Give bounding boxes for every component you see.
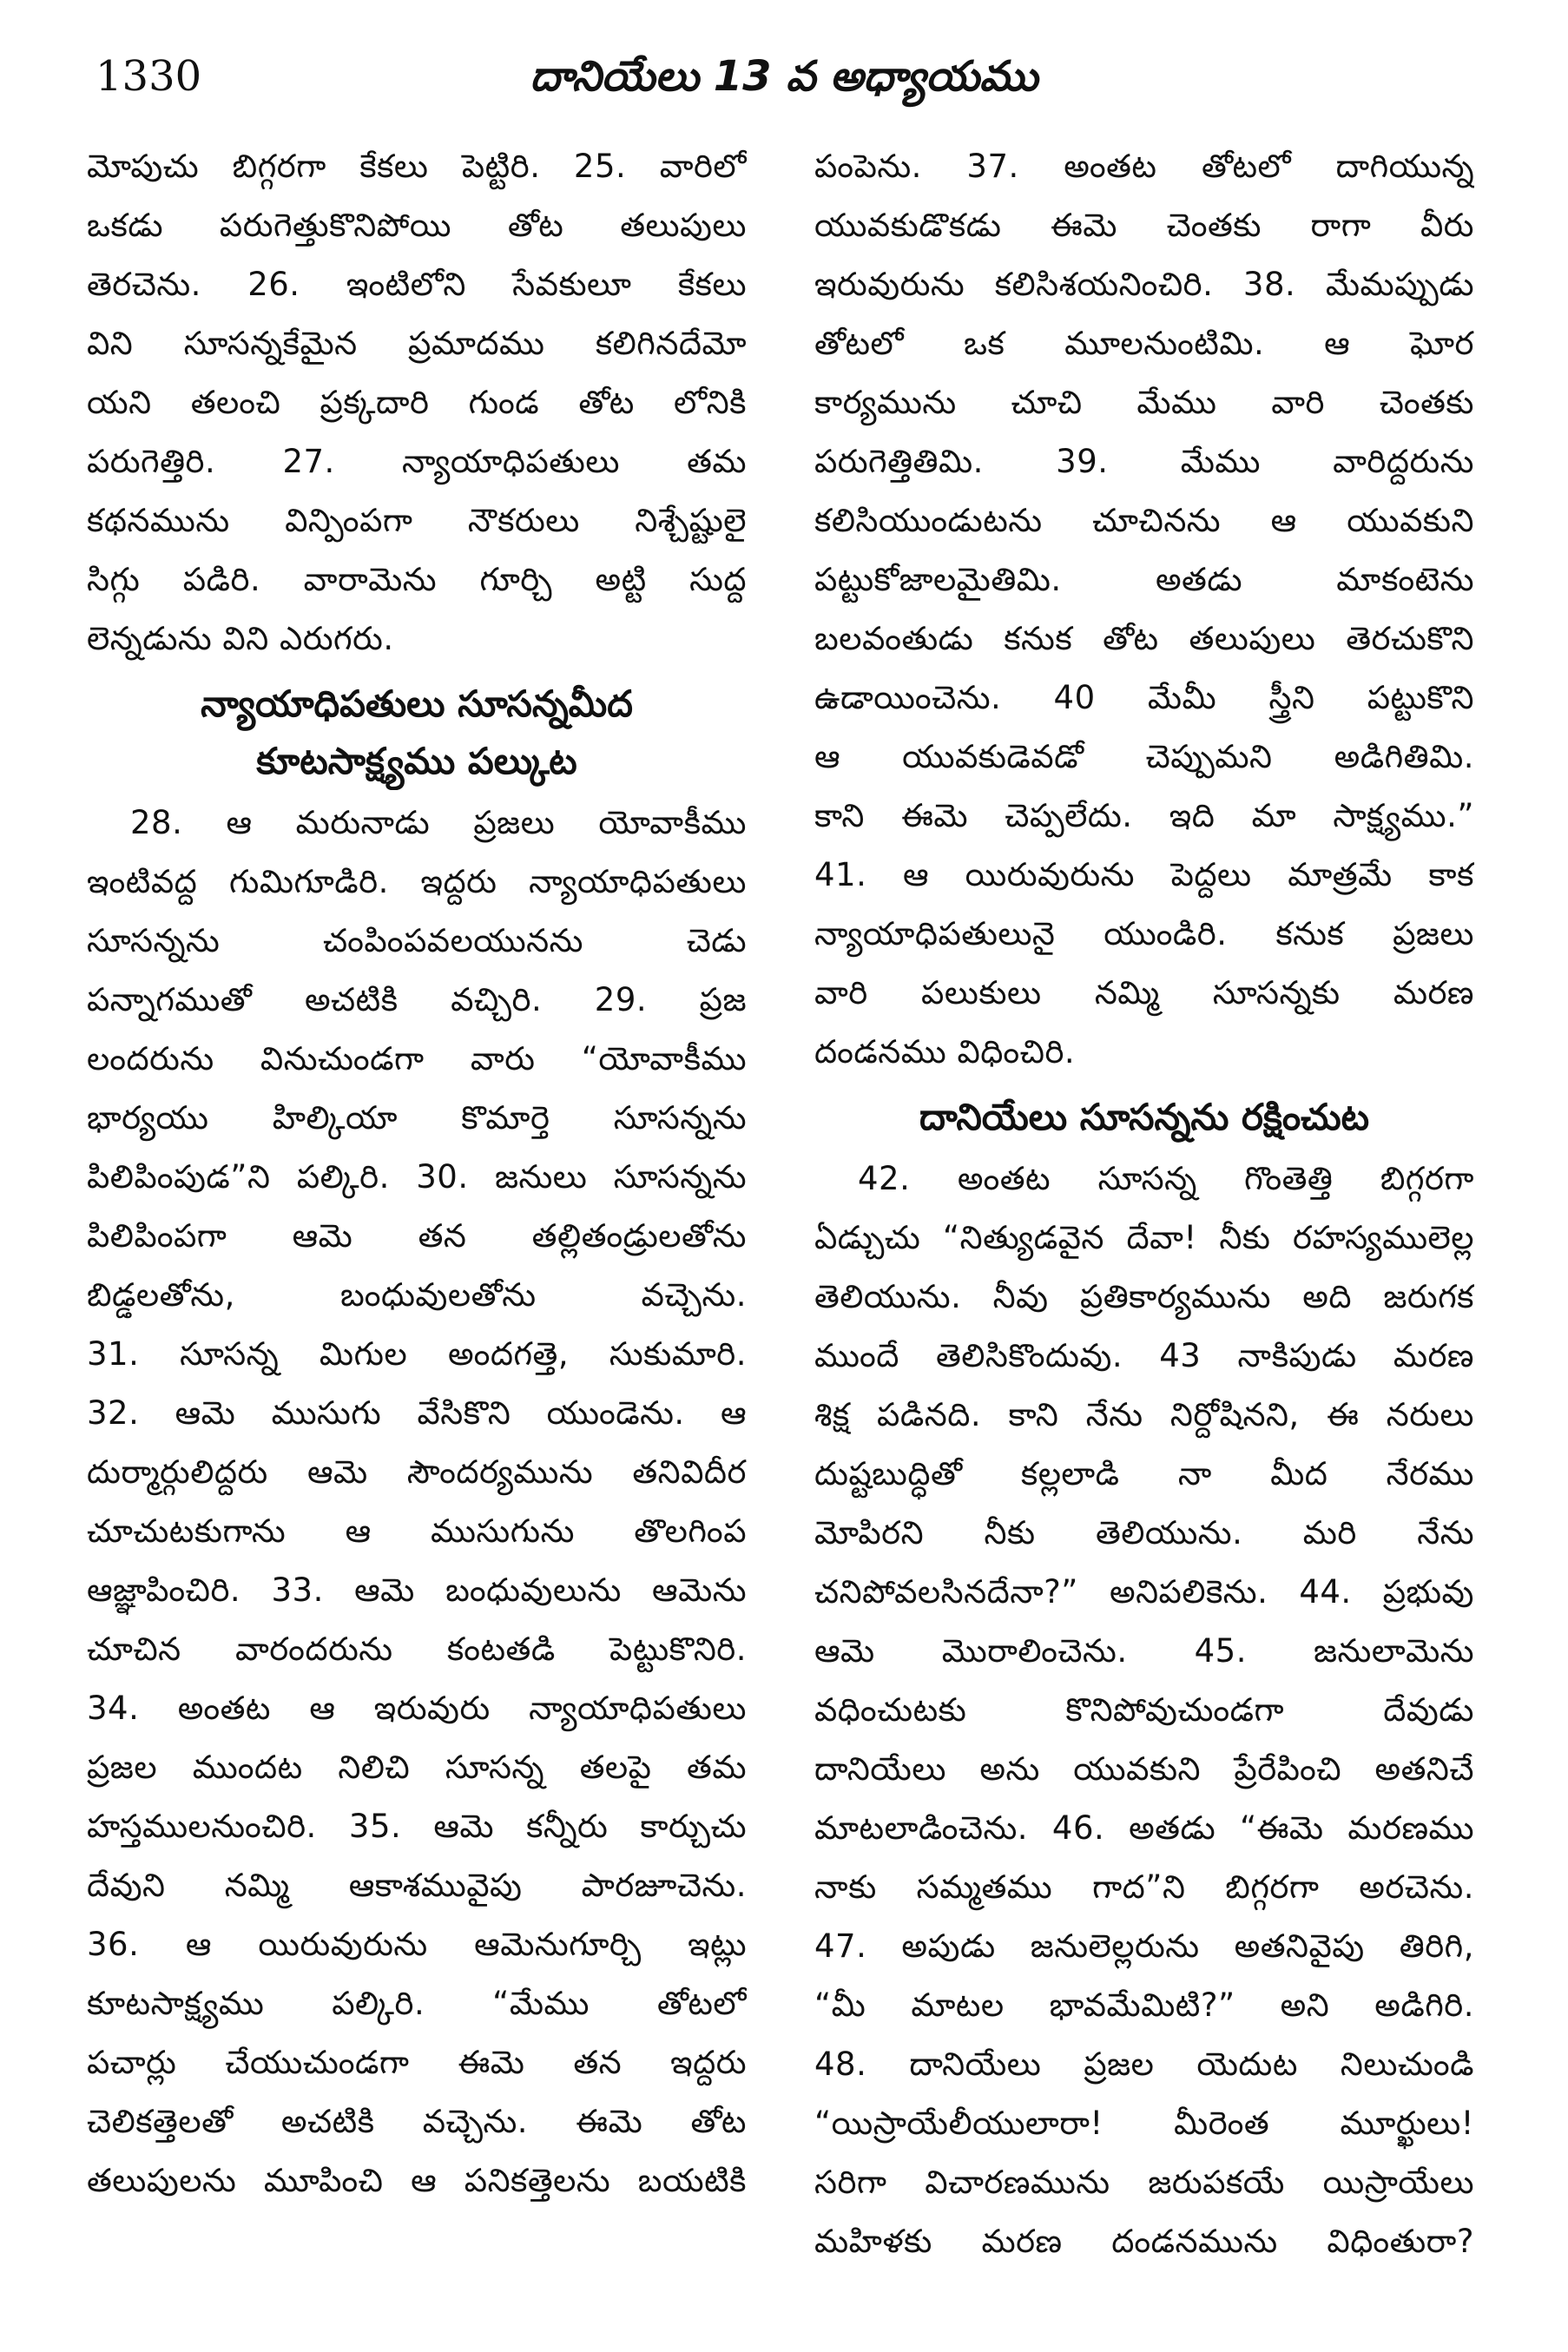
text-line: పిలిపింపగా ఆమె తన తల్లితండ్రులతోను — [87, 1217, 747, 1255]
text-line: బిడ్డలతోను, బంధువులతోను వచ్చెను. — [87, 1276, 747, 1314]
text-columns — [87, 137, 1493, 2308]
text-line: చూచిన వారందరును కంటతడి పెట్టుకొనిరి. — [87, 1631, 747, 1668]
paragraph — [814, 1150, 1474, 2271]
text-line: శిక్ష పడినది. కాని నేను నిర్దోషినని, ఈ నరులు — [814, 1396, 1474, 1433]
text-line: న్యాయాధిపతులునై యుండిరి. కనుక ప్రజలు — [814, 915, 1474, 952]
text-line: దేవుని నమ్మి ఆకాశమువైపు పారజూచెను. — [87, 1867, 747, 1904]
text-line: విని సూసన్నకేమైన ప్రమాదము కలిగినదేమో — [87, 325, 747, 362]
text-line: సూసన్నను చంపింపవలయునను చెడు — [87, 922, 747, 959]
text-line: కథనమును విన్పింపగా నౌకరులు నిశ్చేష్టులై — [87, 502, 747, 539]
text-line: బలవంతుడు కనుక తోట తలుపులు తెరచుకొని — [814, 620, 1474, 657]
section-heading-line: దానియేలు సూసన్నను రక్షించుట — [919, 1096, 1370, 1138]
text-line: తోటలో ఒక మూలనుంటిమి. ఆ ఘోర — [814, 325, 1474, 362]
left-column — [87, 137, 747, 2308]
text-line: పరుగెత్తితిమి. 39. మేము వారిద్దరును — [814, 443, 1474, 480]
text-line: 31. సూసన్న మిగుల అందగత్తె, సుకుమారి. — [87, 1335, 747, 1373]
text-line: మాటలాడించెను. 46. అతడు “ఈమె మరణము — [814, 1809, 1474, 1847]
section-heading — [814, 1082, 1474, 1150]
section-heading — [87, 669, 747, 794]
text-line: ఆజ్ఞాపించిరి. 33. ఆమె బంధువులును ఆమెను — [87, 1571, 747, 1609]
page-header — [96, 42, 1472, 111]
text-line: ప్రజల ముందట నిలిచి సూసన్న తలపై తమ — [87, 1749, 747, 1786]
text-line: మహిళకు మరణ దండనమును విధింతురా? — [814, 2223, 1474, 2260]
text-line: ఒకడు పరుగెత్తుకొనిపోయి తోట తలుపులు — [87, 207, 747, 244]
text-line: తెలియును. నీవు ప్రతికార్యమును అది జరుగక — [814, 1278, 1474, 1315]
paragraph — [87, 137, 747, 669]
running-title: దానియేలు 13 వ అధ్యాయము — [530, 52, 1038, 101]
paragraph — [814, 137, 1474, 1082]
text-line: పట్టుకోజాలమైతిమి. అతడు మాకంటెను — [814, 561, 1474, 598]
text-line: భార్యయు హిల్కియా కొమార్తె సూసన్నను — [87, 1099, 747, 1136]
text-line: 47. అపుడు జనులెల్లరును అతనివైపు తిరిగి, — [814, 1927, 1474, 1965]
text-line: చనిపోవలసినదేనా?” అనిపలికెను. 44. ప్రభువు — [814, 1573, 1474, 1611]
text-line: ముందే తెలిసికొందువు. 43 నాకిపుడు మరణ — [814, 1337, 1474, 1374]
text-line: పన్నాగముతో అచటికి వచ్చిరి. 29. ప్రజ — [87, 981, 747, 1018]
text-line: పరుగెత్తిరి. 27. న్యాయాధిపతులు తమ — [87, 443, 747, 480]
text-line: తెరచెను. 26. ఇంటిలోని సేవకులూ కేకలు — [87, 266, 747, 303]
text-line: ఏడ్చుచు “నిత్యుడవైన దేవా! నీకు రహస్యములెల్ల — [814, 1219, 1474, 1256]
text-line: 48. దానియేలు ప్రజల యెదుట నిలుచుండి — [814, 2046, 1474, 2083]
text-line: ఆమె మొరాలించెను. 45. జనులామెను — [814, 1632, 1474, 1670]
text-line: ఉడాయించెను. 40 మేమీ స్త్రీని పట్టుకొని — [814, 679, 1474, 716]
text-line: చెలికత్తెలతో అచటికి వచ్చెను. ఈమె తోట — [87, 2103, 747, 2140]
text-line: దానియేలు అను యువకుని ప్రేరేపించి అతనిచే — [814, 1750, 1474, 1788]
text-line: లెన్నడును విని ఎరుగరు. — [87, 620, 394, 657]
section-heading-line: న్యాయాధిపతులు సూసన్నమీద — [201, 682, 633, 725]
right-column — [814, 137, 1474, 2308]
text-line: లందరును వినుచుండగా వారు “యోవాకీము — [87, 1040, 747, 1077]
text-line: సరిగా విచారణమును జరుపకయే యిస్రాయేలు — [814, 2164, 1474, 2201]
text-line: 36. ఆ యిరువురును ఆమెనుగూర్చి ఇట్లు — [87, 1926, 747, 1963]
text-line: హస్తములనుంచిరి. 35. ఆమె కన్నీరు కార్చుచు — [87, 1808, 747, 1845]
text-line: మోపిరని నీకు తెలియును. మరి నేను — [814, 1514, 1474, 1552]
text-line: ఆ యువకుడెవడో చెప్పుమని అడిగితిమి. — [814, 738, 1474, 775]
text-line: కాని ఈమె చెప్పలేదు. ఇది మా సాక్ష్యము.” — [814, 797, 1474, 834]
text-line: యని తలంచి ప్రక్కదారి గుండ తోట లోనికి — [87, 384, 747, 421]
text-line: మోపుచు బిగ్గరగా కేకలు పెట్టిరి. 25. వారిలో — [87, 148, 747, 185]
text-line: కలిసియుండుటను చూచినను ఆ యువకుని — [814, 502, 1474, 539]
text-line: “మీ మాటల భావమేమిటి?” అని అడిగిరి. — [814, 1986, 1474, 2024]
page-number: 1330 — [96, 52, 202, 101]
text-line: 34. అంతట ఆ ఇరువురు న్యాయాధిపతులు — [87, 1690, 747, 1727]
text-line: చూచుటకుగాను ఆ ముసుగును తొలగింప — [87, 1512, 747, 1550]
text-line: 41. ఆ యిరువురును పెద్దలు మాత్రమే కాక — [814, 856, 1474, 893]
text-line: కూటసాక్ష్యము పల్కిరి. “మేము తోటలో — [87, 1985, 747, 2022]
text-line: వారి పలుకులు నమ్మి సూసన్నకు మరణ — [814, 974, 1474, 1011]
text-line: కార్యమును చూచి మేము వారి చెంతకు — [814, 384, 1474, 421]
text-line: పచార్లు చేయుచుండగా ఈమె తన ఇద్దరు — [87, 2044, 747, 2081]
text-line: దుష్టబుద్ధితో కల్లలాడి నా మీద నేరము — [814, 1455, 1474, 1492]
text-line: “యిస్రాయేలీయులారా! మీరెంత మూర్ఖులు! — [814, 2105, 1474, 2142]
text-line: వధించుటకు కొనిపోవుచుండగా దేవుడు — [814, 1691, 1474, 1729]
text-line: దండనము విధించిరి. — [814, 1033, 1076, 1071]
text-line: 28. ఆ మరునాడు ప్రజలు యోవాకీము — [130, 804, 747, 841]
text-line: సిగ్గు పడిరి. వారామెను గూర్చి అట్టి సుద్ద — [87, 561, 747, 598]
section-heading-line: కూటసాక్ష్యము పల్కుట — [256, 740, 577, 782]
text-line: నాకు సమ్మతము గాద”ని బిగ్గరగా అరచెను. — [814, 1868, 1474, 1906]
text-line: దుర్మార్గులిద్దరు ఆమె సౌందర్యమును తనివిదీర — [87, 1453, 747, 1491]
text-line: ఇరువురును కలిసిశయనించిరి. 38. మేమప్పుడు — [814, 266, 1474, 303]
text-line: 42. అంతట సూసన్న గొంతెత్తి బిగ్గరగా — [858, 1160, 1474, 1197]
text-line: ఇంటివద్ద గుమిగూడిరి. ఇద్దరు న్యాయాధిపతులు — [87, 863, 747, 900]
text-line: 32. ఆమె ముసుగు వేసికొని యుండెను. ఆ — [87, 1394, 747, 1432]
text-line: పిలిపింపుడ”ని పల్కిరి. 30. జనులు సూసన్నను — [87, 1158, 747, 1196]
text-line: తలుపులను మూపించి ఆ పనికత్తెలను బయటికి — [87, 2162, 747, 2199]
paragraph — [87, 794, 747, 2210]
text-line: పంపెను. 37. అంతట తోటలో దాగియున్న — [814, 148, 1474, 185]
text-line: యువకుడొకడు ఈమె చెంతకు రాగా వీరు — [814, 207, 1474, 244]
